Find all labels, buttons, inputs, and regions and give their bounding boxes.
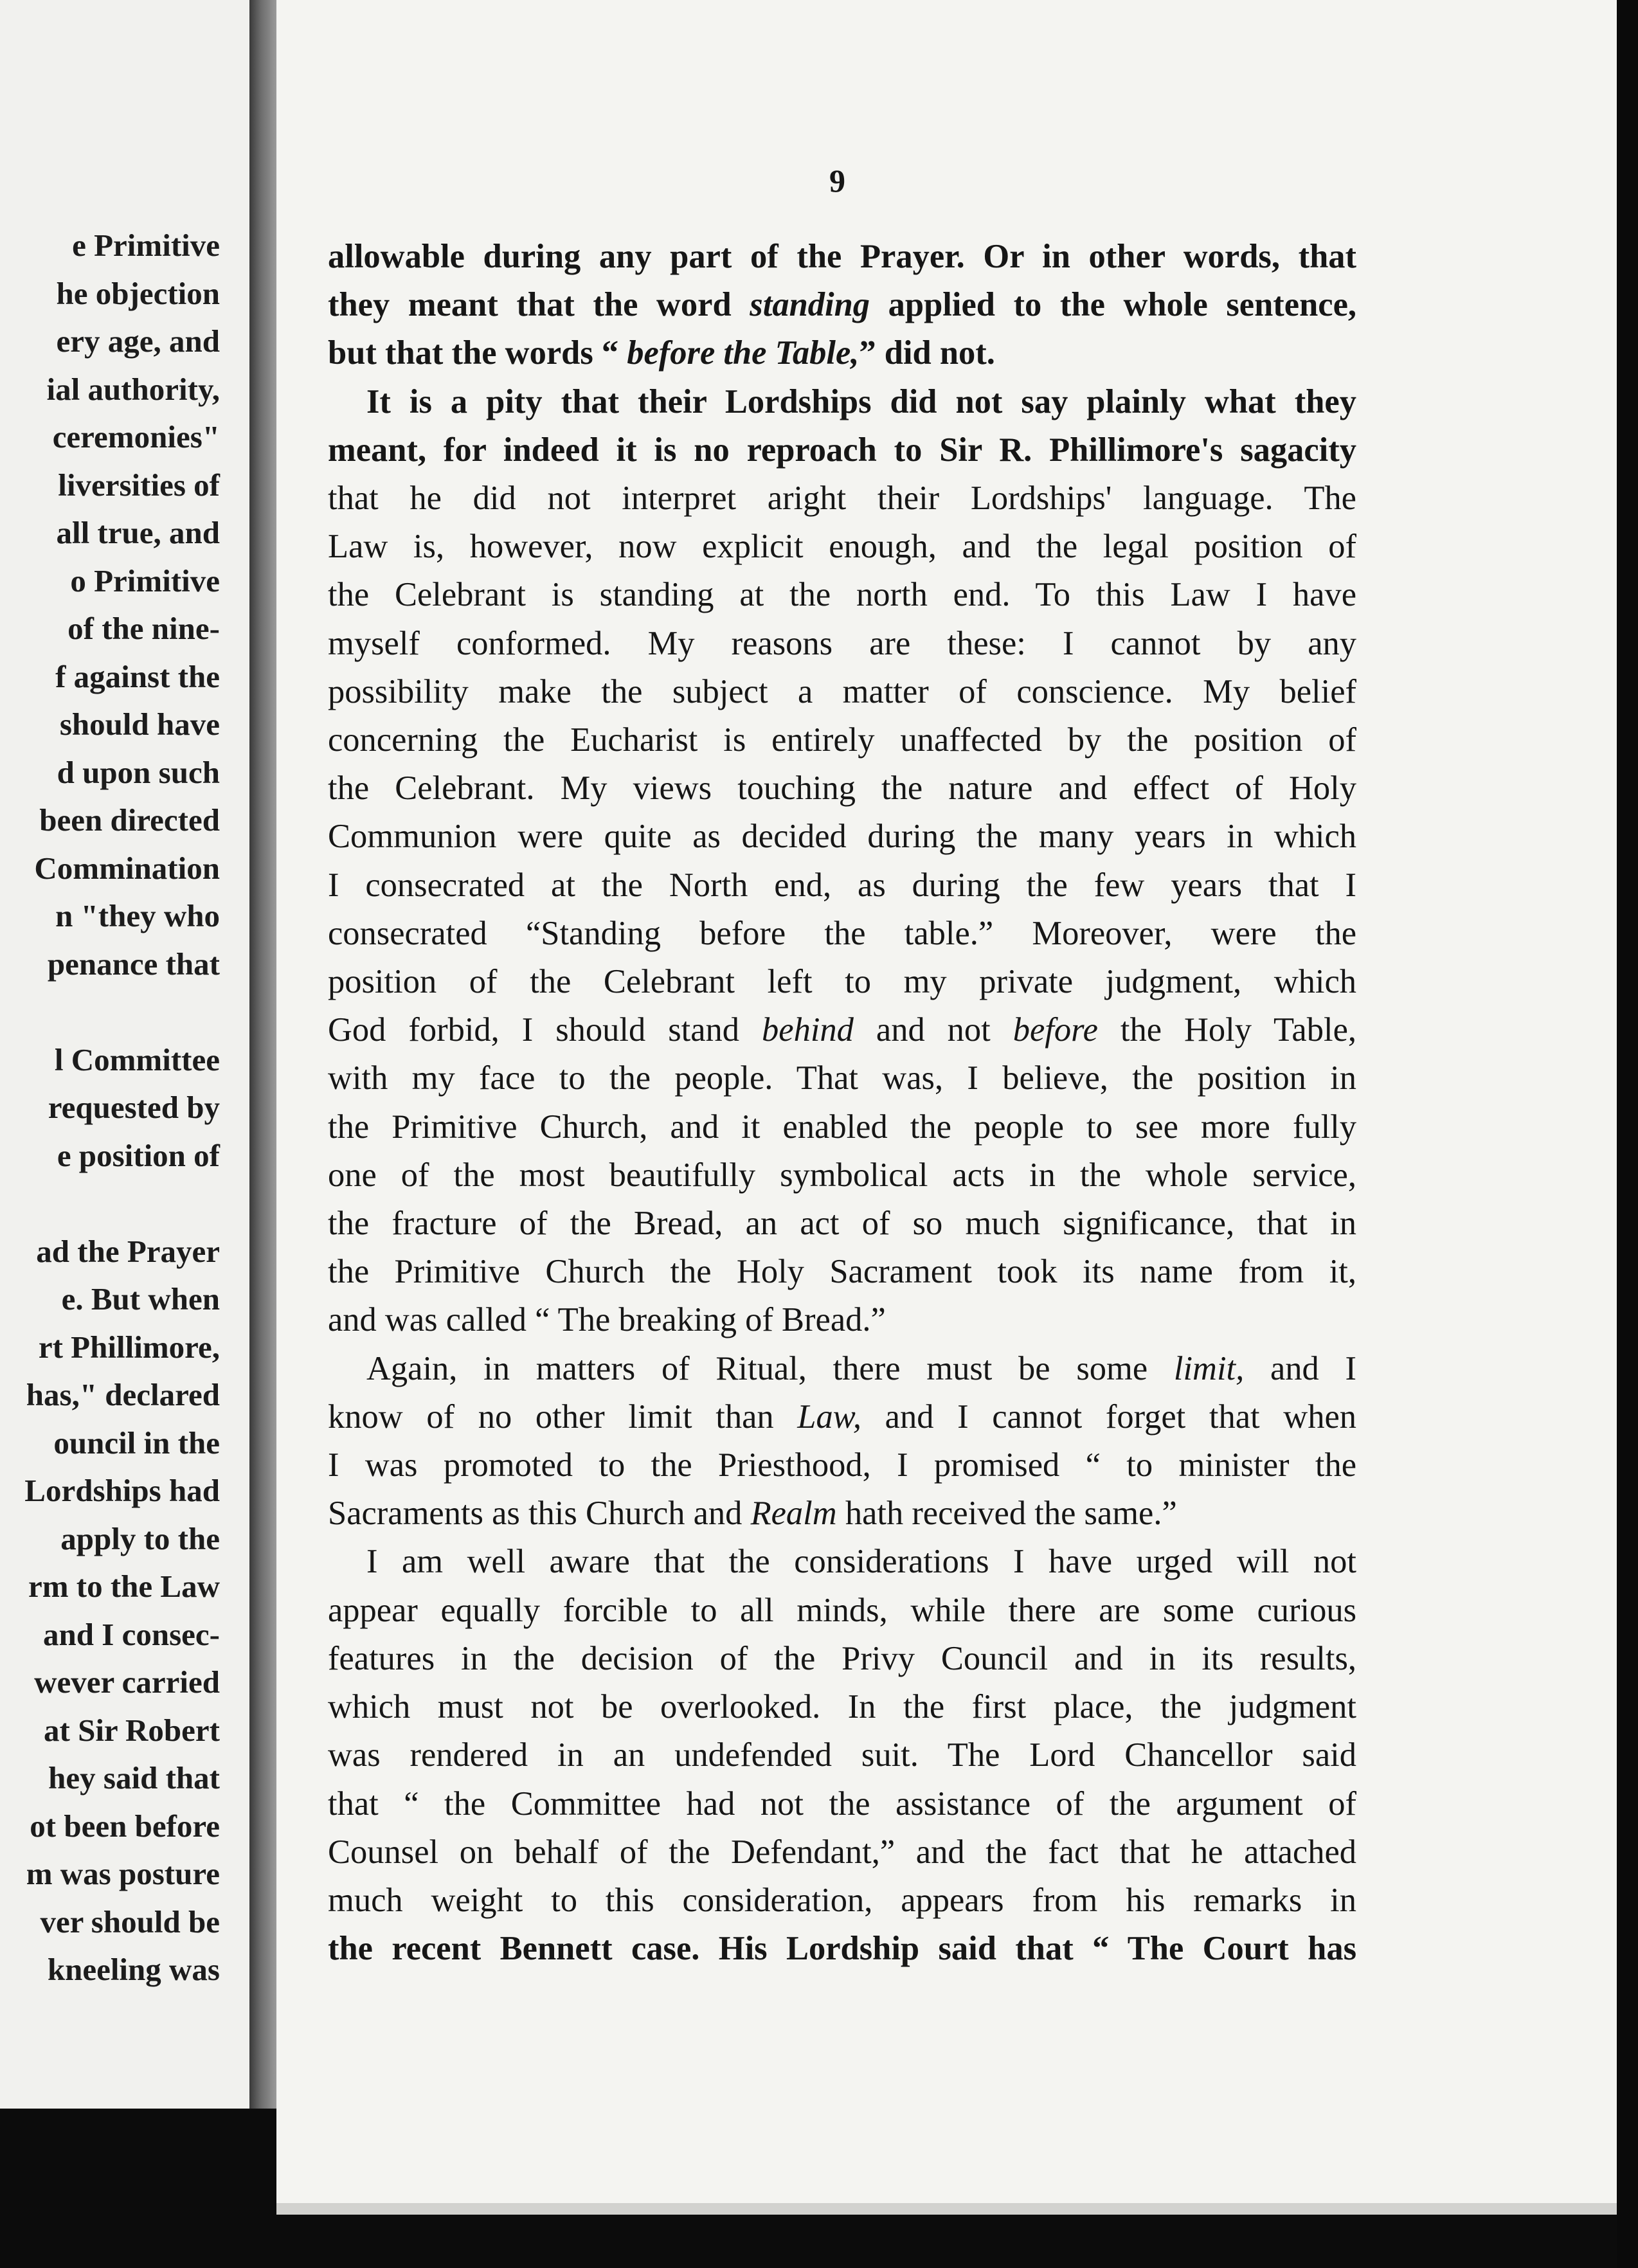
italic-phrase: before the Table, xyxy=(627,334,860,372)
facing-page-line: hey said that xyxy=(48,1760,220,1796)
facing-page-line: Lordships had xyxy=(24,1473,220,1508)
facing-page-line: of the nine- xyxy=(68,611,220,646)
facing-page-line: requested by xyxy=(48,1090,220,1125)
text-line: the Primitive Church the Holy Sacrament took its name from it, xyxy=(328,1253,1356,1291)
text-line: I consecrated at the North end, as during the few years that I xyxy=(328,866,1356,904)
facing-page-line: and I consec- xyxy=(43,1616,220,1652)
facing-page-line: e. But when xyxy=(61,1281,220,1317)
facing-page-line: e Primitive xyxy=(72,228,220,263)
italic-word: behind xyxy=(762,1011,854,1049)
facing-page-line: liversities of xyxy=(58,467,220,503)
text-line: the Celebrant. My views touching the nature and effect of Holy xyxy=(328,770,1356,807)
facing-page-line: o Primitive xyxy=(70,562,220,598)
facing-page-line: he objection xyxy=(56,275,220,311)
book-gutter xyxy=(249,0,276,2109)
facing-page-line: l Committee xyxy=(54,1041,220,1077)
facing-page-line: has," declared xyxy=(26,1377,220,1412)
facing-page-fragment xyxy=(0,0,251,2109)
italic-word: Realm xyxy=(750,1495,837,1533)
facing-page-line: ial authority, xyxy=(46,371,220,407)
page-edge-shadow xyxy=(1617,0,1638,2268)
italic-word: limit, xyxy=(1173,1349,1245,1387)
text-line: they meant that the word standing applied to the whole sentence, xyxy=(328,286,1356,324)
text-line: consecrated “Standing before the table.” Moreover, were the xyxy=(328,914,1356,952)
facing-page-line: ad the Prayer xyxy=(36,1233,220,1269)
text-line: concerning the Eucharist is entirely unaffected by the position of xyxy=(328,721,1356,759)
text-line: features in the decision of the Privy Council and in its results, xyxy=(328,1639,1356,1677)
text-line: Law is, however, now explicit enough, and the legal position of xyxy=(328,528,1356,566)
text-line: know of no other limit than Law, and I cannot forget that when xyxy=(328,1398,1356,1436)
facing-page-line: ot been before xyxy=(30,1808,220,1844)
text-line: Sacraments as this Church and Realm hath received the same.” xyxy=(328,1495,1177,1533)
facing-page-line: should have xyxy=(59,706,220,742)
text-line: allowable during any part of the Prayer. Or in other words, that xyxy=(328,238,1356,275)
facing-page-line: penance that xyxy=(47,946,220,982)
facing-page-line: apply to the xyxy=(60,1520,220,1556)
text-line: It is a pity that their Lordships did not say plainly what they xyxy=(366,382,1356,420)
text-line: I am well aware that the considerations I have urged will not xyxy=(366,1543,1356,1581)
text-line: but that the words “ before the Table,” did not. xyxy=(328,334,995,372)
text-line: was rendered in an undefended suit. The Lord Chancellor said xyxy=(328,1736,1356,1774)
facing-page-line: ceremonies" xyxy=(52,419,220,455)
text-line: the fracture of the Bread, an act of so much significance, that in xyxy=(328,1205,1356,1243)
page-number: 9 xyxy=(829,163,845,199)
facing-page-line: n "they who xyxy=(55,898,220,933)
text-line: Again, in matters of Ritual, there must be some limit, and I xyxy=(366,1349,1356,1387)
facing-page-line xyxy=(0,1180,220,1228)
text-line: the Celebrant is standing at the north end. To this Law I have xyxy=(328,576,1356,614)
facing-page-line: ouncil in the xyxy=(53,1425,220,1461)
text-line: God forbid, I should stand behind and not before the Holy Table, xyxy=(328,1011,1356,1049)
facing-page-line: wever carried xyxy=(34,1664,220,1700)
page-body xyxy=(328,233,1356,1973)
text-line: which must not be overlooked. In the first place, the judgment xyxy=(328,1688,1356,1726)
facing-page-line: f against the xyxy=(55,658,220,694)
text-line: possibility make the subject a matter of conscience. My belief xyxy=(328,672,1356,710)
facing-page-line: been directed xyxy=(39,802,220,838)
text-line: one of the most beautifully symbolical acts in the whole service, xyxy=(328,1156,1356,1194)
facing-page-line: kneeling was xyxy=(47,1952,220,1987)
text-line: position of the Celebrant left to my private judgment, which xyxy=(328,963,1356,1001)
text-line: and was called “ The breaking of Bread.” xyxy=(328,1301,886,1339)
facing-page-line: all true, and xyxy=(56,515,220,550)
text-line: that he did not interpret aright their Lordships' language. The xyxy=(328,480,1356,518)
facing-page-line: ver should be xyxy=(40,1904,220,1940)
italic-word: standing xyxy=(750,286,870,324)
text-line: myself conformed. My reasons are these: I cannot by any xyxy=(328,624,1356,662)
text-line: Counsel on behalf of the Defendant,” and the fact that he attached xyxy=(328,1833,1356,1871)
text-line: the recent Bennett case. His Lordship said that “ The Court has xyxy=(328,1930,1356,1968)
facing-page-line: m was posture xyxy=(26,1856,220,1891)
facing-page-line: e position of xyxy=(57,1137,220,1173)
facing-page-line: Commination xyxy=(34,850,220,886)
facing-page-line: rm to the Law xyxy=(28,1569,220,1604)
italic-word: before xyxy=(1013,1011,1098,1049)
text-line: appear equally forcible to all minds, while there are some curious xyxy=(328,1591,1356,1629)
facing-page-line: d upon such xyxy=(57,754,220,790)
text-line: Communion were quite as decided during the many years in which xyxy=(328,818,1356,856)
facing-page-line: rt Phillimore, xyxy=(38,1329,220,1365)
italic-word: Law, xyxy=(797,1398,861,1436)
facing-page-line xyxy=(0,988,220,1036)
text-line: I was promoted to the Priesthood, I promised “ to minister the xyxy=(328,1446,1356,1484)
facing-page-text xyxy=(0,222,220,1994)
text-line: the Primitive Church, and it enabled the people to see more fully xyxy=(328,1108,1356,1146)
text-line: with my face to the people. That was, I believe, the position in xyxy=(328,1059,1356,1097)
facing-page-line: at Sir Robert xyxy=(44,1712,220,1748)
text-line: meant, for indeed it is no reproach to Sir R. Phillimore's sagacity xyxy=(328,431,1356,469)
text-line: that “ the Committee had not the assistance of the argument of xyxy=(328,1785,1356,1823)
text-line: much weight to this consideration, appears from his remarks in xyxy=(328,1881,1356,1919)
facing-page-line: ery age, and xyxy=(56,323,220,359)
